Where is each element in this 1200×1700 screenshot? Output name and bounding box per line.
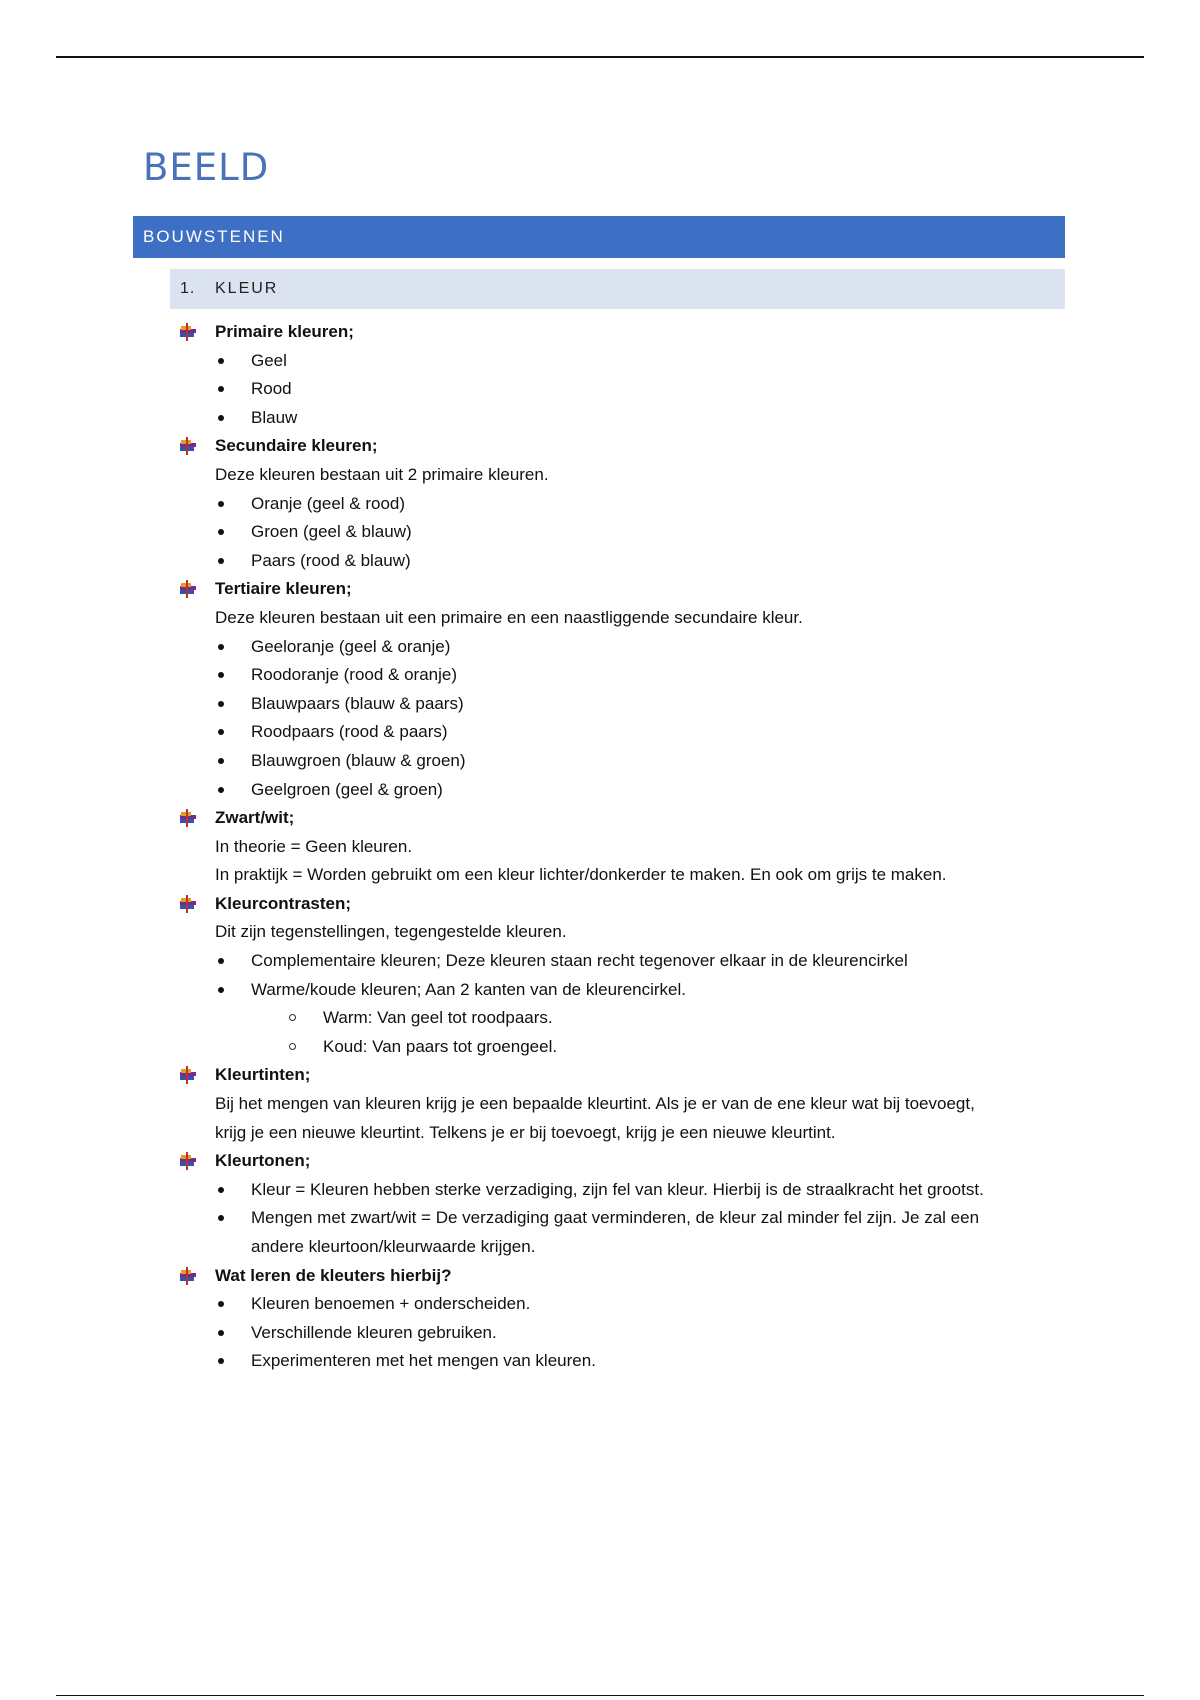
topic-heading <box>178 318 1078 347</box>
subsection-heading-bar <box>170 269 1065 309</box>
list-item: Paars (rood & blauw) <box>178 547 1078 576</box>
topic-heading-text: Kleurcontrasten; <box>215 893 352 913</box>
book-icon <box>178 323 198 341</box>
subsection-number: 1. <box>180 280 196 297</box>
book-icon <box>178 809 198 827</box>
topic-heading-text: Primaire kleuren; <box>215 322 354 341</box>
topic-intro: Deze kleuren bestaan uit een primaire en een naastliggende secundaire kleur. <box>215 607 803 627</box>
topic-heading <box>178 1262 1078 1291</box>
topic-kleurcontrasten <box>178 890 1078 1062</box>
sub-list-item: Koud: Van paars tot groengeel. <box>178 1033 1078 1062</box>
topic-heading <box>178 1147 1078 1176</box>
book-icon <box>178 580 198 598</box>
topic-heading-text: Secundaire kleuren; <box>215 436 378 456</box>
list-item: Oranje (geel & rood) <box>178 490 1078 519</box>
section-heading: BOUWSTENEN <box>143 227 285 246</box>
header-rule <box>56 56 1144 58</box>
list-item-continuation: andere kleurtoon/kleurwaarde krijgen. <box>251 1237 536 1256</box>
list-item: Kleur = Kleuren hebben sterke verzadiging, zijn fel van kleur. Hierbij is de straalkracht het grootst. <box>178 1176 1078 1205</box>
topic-intro: Dit zijn tegenstellingen, tegengestelde kleuren. <box>215 922 567 942</box>
list-item: Verschillende kleuren gebruiken. <box>178 1319 1078 1348</box>
list-item: Geel <box>178 347 1078 376</box>
list-item: Experimenteren met het mengen van kleuren. <box>178 1347 1078 1376</box>
page-title: BEELD <box>143 146 270 189</box>
bullet-list <box>178 1290 1078 1376</box>
topic-heading-text: Wat leren de kleuters hierbij? <box>215 1265 452 1285</box>
subsection-heading: KLEUR <box>215 280 279 297</box>
list-item: Groen (geel & blauw) <box>178 518 1078 547</box>
topic-heading-text: Tertiaire kleuren; <box>215 579 352 599</box>
book-icon <box>178 1066 198 1084</box>
topic-intro: Deze kleuren bestaan uit 2 primaire kleuren. <box>215 464 549 484</box>
topic-heading <box>178 890 1078 919</box>
list-item: Warme/koude kleuren; Aan 2 kanten van de kleurencirkel. <box>178 976 1078 1005</box>
bullet-list <box>178 490 1078 576</box>
section-heading-bar <box>133 216 1065 258</box>
list-item: Roodoranje (rood & oranje) <box>178 661 1078 690</box>
topic-heading <box>178 1061 1078 1090</box>
list-item: Blauwpaars (blauw & paars) <box>178 690 1078 719</box>
document-body <box>178 318 1078 1376</box>
book-icon <box>178 895 198 913</box>
list-item: Blauwgroen (blauw & groen) <box>178 747 1078 776</box>
footer-rule <box>56 1695 1144 1696</box>
topic-primaire <box>178 318 1078 432</box>
topic-heading-text: Kleurtonen; <box>215 1151 311 1171</box>
topic-kleurtonen <box>178 1147 1078 1261</box>
book-icon <box>178 437 198 455</box>
topic-secundaire <box>178 432 1078 575</box>
topic-line: Bij het mengen van kleuren krijg je een bepaalde kleurtint. Als je er van de ene kleur wat bij toevoegt, <box>215 1094 975 1114</box>
bullet-list <box>178 947 1078 1004</box>
topic-tertiaire <box>178 575 1078 804</box>
sub-bullet-list <box>178 1004 1078 1061</box>
topic-zwart-wit <box>178 804 1078 890</box>
book-icon <box>178 1152 198 1170</box>
list-item: Geeloranje (geel & oranje) <box>178 633 1078 662</box>
topic-kleuters <box>178 1262 1078 1376</box>
topic-heading <box>178 804 1078 833</box>
book-icon <box>178 1267 198 1285</box>
list-item: Geelgroen (geel & groen) <box>178 776 1078 805</box>
list-item: Roodpaars (rood & paars) <box>178 718 1078 747</box>
list-item: Blauw <box>178 404 1078 433</box>
bullet-list <box>178 633 1078 805</box>
topic-line: In theorie = Geen kleuren. <box>215 836 413 856</box>
list-item: Complementaire kleuren; Deze kleuren staan recht tegenover elkaar in de kleurencirkel <box>178 947 1078 976</box>
topic-line: krijg je een nieuwe kleurtint. Telkens je er bij toevoegt, krijg je een nieuwe kleurtint. <box>215 1122 836 1142</box>
topic-heading <box>178 432 1078 461</box>
topic-kleurtinten <box>178 1061 1078 1147</box>
bullet-list <box>178 347 1078 433</box>
topic-heading-text: Kleurtinten; <box>215 1065 311 1085</box>
topic-heading-text: Zwart/wit; <box>215 808 295 828</box>
list-item: Rood <box>178 375 1078 404</box>
topic-line: In praktijk = Worden gebruikt om een kleur lichter/donkerder te maken. En ook om grijs te maken. <box>215 865 947 885</box>
list-item: Mengen met zwart/wit = De verzadiging gaat verminderen, de kleur zal minder fel zijn. Je zal een <box>178 1204 1078 1233</box>
topic-heading <box>178 575 1078 604</box>
bullet-list <box>178 1176 1078 1233</box>
list-item: Kleuren benoemen + onderscheiden. <box>178 1290 1078 1319</box>
sub-list-item: Warm: Van geel tot roodpaars. <box>178 1004 1078 1033</box>
